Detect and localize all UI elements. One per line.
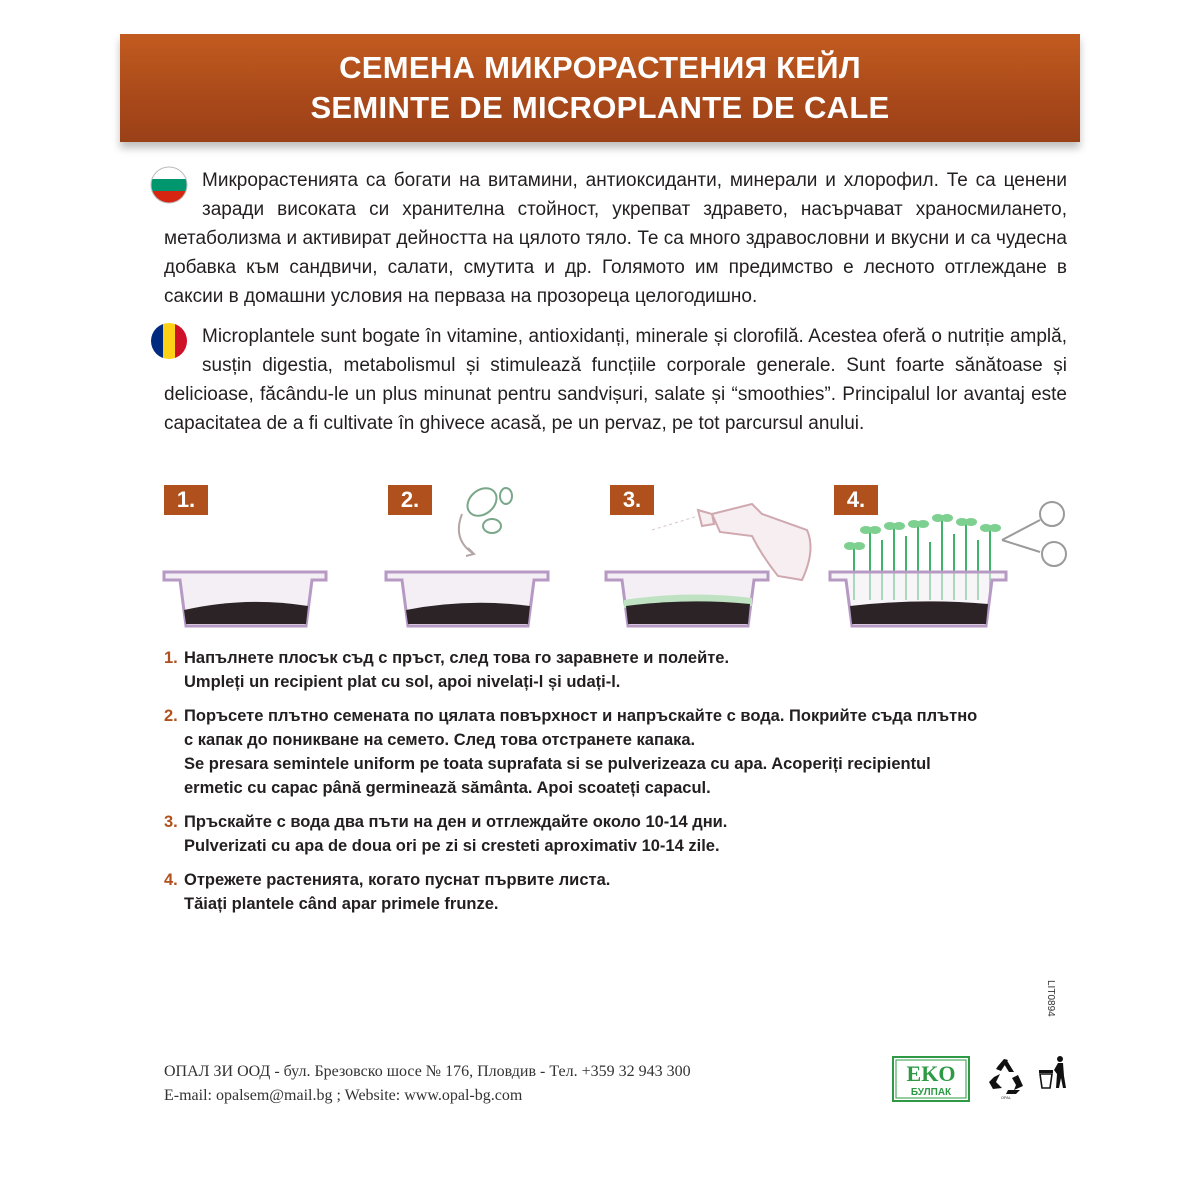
document-code: LIT0894 (1045, 980, 1056, 1017)
instruction-text: Tăiați plantele când apar primele frunze. (184, 895, 499, 913)
instruction-number: 3. (164, 813, 178, 831)
instruction-number: 2. (164, 707, 178, 725)
step-badge-2: 2. (388, 485, 432, 515)
instruction-number: 1. (164, 649, 178, 667)
tidy-man-bin-icon (1036, 1054, 1072, 1092)
title-banner (120, 34, 1080, 142)
romania-flag-icon (150, 322, 188, 360)
instruction-4 (164, 868, 1064, 916)
description-romanian-text: Microplantele sunt bogate în vitamine, antioxidanți, minerale și clorofilă. Acestea oferă o nutriție amplă, susțin digestia, metabolismul și stimulează funcțiile corporale generale. Sunt foarte sănătoase și delicioase, făcându-le un plus minunat pentru sandvișuri, salate și “smoothies”. Principalul lor avantaj este capacitatea de a fi cultivate în ghivece acasă, pe un pervaz, pe tot parcursul anului. (164, 326, 1067, 434)
eko-text: EKO (906, 1061, 956, 1086)
instruction-text: Отрежете растенията, когато пуснат първите листа. (184, 871, 611, 889)
instruction-3 (164, 810, 1064, 858)
recycle-caption: OPAL (1000, 1095, 1012, 1100)
instruction-text: Se presara semintele uniform pe toata suprafata si se pulverizeaza cu apa. Acoperiți recipientul (184, 755, 931, 773)
instruction-text: Pulverizati cu apa de doua ori pe zi si cresteti aproximativ 10-14 zile. (184, 837, 720, 855)
instruction-1 (164, 646, 1064, 694)
instruction-text: с капак до поникване на семето. След това отстранете капака. (184, 731, 696, 749)
description-bulgarian-text: Микрорастенията са богати на витамини, антиоксиданти, минерали и хлорофил. Те са ценени заради високата си хранителна стойност, укрепват здравето, насърчават храносмилането, метаболизма и активират дейността на цялото тяло. Те са много здравословни и вкусни и са чудесна добавка към сандвичи, салати, смутита и др. Голямото им предимство е лесното отглеждане в саксии в домашни условия на перваза на прозореца целогодишно. (164, 170, 1067, 307)
recycle-icon (986, 1056, 1026, 1100)
description-bulgarian (164, 166, 1067, 311)
eko-bulpak-logo-icon (892, 1056, 970, 1102)
bulgaria-flag-icon (150, 166, 188, 204)
company-email-website: E-mail: opalsem@mail.bg ; Website: www.opal-bg.com (164, 1087, 523, 1104)
instruction-2 (164, 704, 1064, 800)
title-bulgarian: СЕМЕНА МИКРОРАСТЕНИЯ КЕЙЛ (339, 50, 861, 85)
instruction-text: Umpleți un recipient plat cu sol, apoi nivelați-l și udați-l. (184, 673, 621, 691)
company-address: ОПАЛ ЗИ ООД - бул. Брезовско шосе № 176, Пловдив - Тел. +359 32 943 300 (164, 1063, 691, 1080)
instruction-text: Пръскайте с вода два пъти на ден и отглеждайте около 10-14 дни. (184, 813, 728, 831)
eko-sub: БУЛПАК (910, 1087, 952, 1098)
company-contact (164, 1060, 691, 1108)
title-romanian: SEMINTE DE MICROPLANTE DE CALE (310, 90, 890, 125)
step-badge-1: 1. (164, 485, 208, 515)
instruction-text: Напълнете плосък съд с пръст, след това го заравнете и полейте. (184, 649, 730, 667)
instruction-text: ermetic cu capac până germinează sământa. Apoi scoateți capacul. (184, 779, 711, 797)
sowing-seeds-icon (382, 470, 554, 640)
step-badge-4: 4. (834, 485, 878, 515)
instruction-text: Поръсете плътно семената по цялата повърхност и напръскайте с вода. Покрийте съда плътно (184, 707, 978, 725)
step-badge-3: 3. (610, 485, 654, 515)
instruction-number: 4. (164, 871, 178, 889)
microgreens-and-scissors-icon (826, 470, 1076, 640)
description-romanian (164, 322, 1067, 438)
tray-with-soil-icon (160, 470, 332, 640)
spraying-tray-icon (602, 470, 822, 640)
